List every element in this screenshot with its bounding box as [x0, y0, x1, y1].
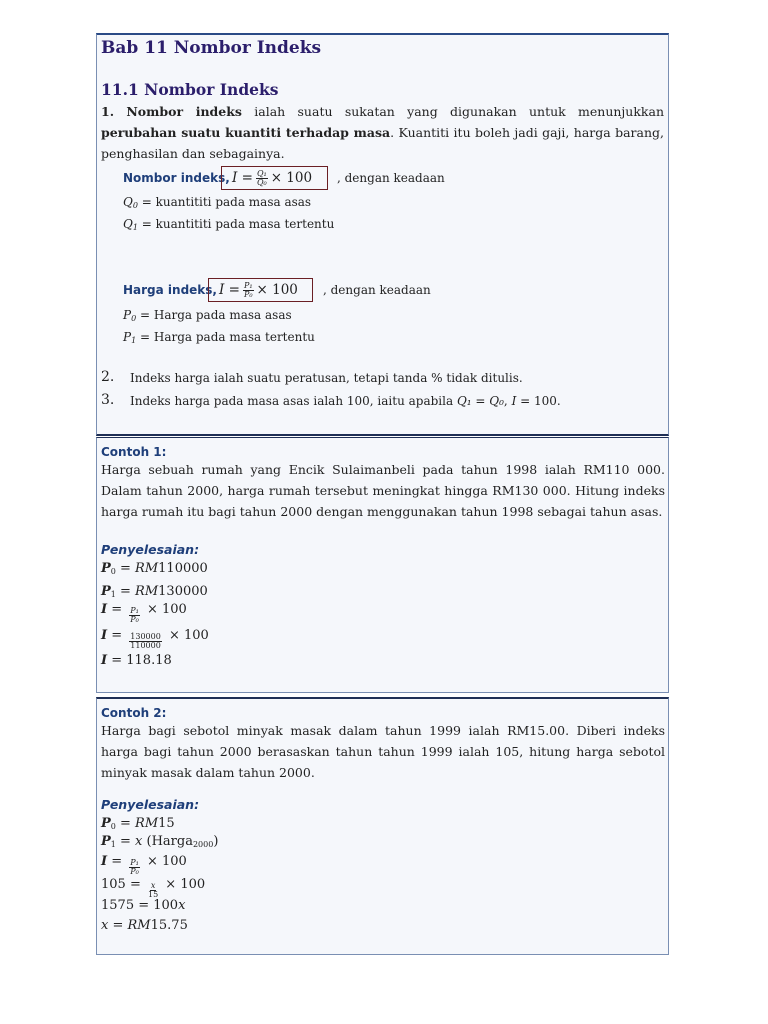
example-2-question: Harga bagi sebotol minyak masak dalam tahun 1999 ialah RM15.00. Diberi indeks harga bagi tahun 2000 berasaskan tahun tahun 1999 ialah 105, hitung harga sebotol minyak masak dalam tahun 2000. — [101, 723, 665, 780]
nombor-condition: , dengan keadaan — [337, 171, 445, 185]
example-2-line-3: I = $\frac{\text{P₁}}{\text{P₀}}$ × 100 — [101, 854, 187, 876]
point-3-text: Indeks harga pada masa asas ialah 100, iaitu apabila Q₁ = Q₀, I = 100. — [130, 394, 561, 408]
example-1-card — [96, 437, 669, 693]
q0-definition: $Q_0$ = kuantititi pada masa asas — [123, 195, 312, 210]
nombor-indeks-label: Nombor indeks, — [123, 171, 230, 185]
formula-rhs: × 100 — [270, 170, 313, 186]
example-1-line-3: I = $\frac{\text{P₁}}{\text{P₀}}$ × 100 — [101, 602, 187, 624]
example-2-line-5: 1575 = 100x — [101, 898, 186, 913]
formula-fraction: $\frac{\text{Q₁}}{\text{Q₀}}$ — [256, 168, 267, 187]
point-1-text-a: ialah suatu sukatan yang digunakan untuk menunjukkan — [241, 104, 665, 119]
example-1-line-2: $P_1 = RM130000$ — [101, 584, 208, 599]
intro-card — [96, 33, 669, 436]
point-3-number: 3. — [101, 392, 115, 408]
formula-rhs: × 100 — [256, 282, 298, 298]
nombor-indeks-formula — [221, 166, 328, 190]
example-2-line-2: $P_1 = x$ (Harga$_{2000}$) — [101, 834, 219, 849]
example-2-line-6: x = RM15.75 — [101, 918, 188, 933]
chapter-title: Bab 11 Nombor Indeks — [101, 38, 322, 58]
section-title: 11.1 Nombor Indeks — [101, 80, 279, 99]
point-1-text-b: . Kuantiti itu boleh jadi gaji, harga barang, penghasilan dan sebagainya. — [101, 125, 664, 161]
harga-indeks-formula — [208, 278, 313, 302]
formula-lhs: I = — [219, 282, 240, 298]
example-1-title: Contoh 1: — [101, 445, 167, 459]
example-2-title: Contoh 2: — [101, 706, 167, 720]
point-2-text: Indeks harga ialah suatu peratusan, tetapi tanda % tidak ditulis. — [130, 371, 523, 385]
example-1-line-1: $P_0 = RM110000$ — [101, 561, 208, 576]
point-1 — [101, 101, 664, 164]
point-1-term: Nombor indeks — [126, 104, 242, 119]
formula-lhs: I = — [232, 170, 253, 186]
point-1-number: 1. — [101, 104, 115, 119]
example-2-card — [96, 697, 669, 955]
example-1-line-5: I = 118.18 — [101, 653, 172, 668]
formula-fraction: $\frac{\text{P₁}}{\text{P₀}}$ — [243, 280, 253, 299]
p0-definition: $P_0$ = Harga pada masa asas — [123, 308, 292, 323]
point-2-number: 2. — [101, 369, 115, 385]
point-1-emphasis: perubahan suatu kuantiti terhadap masa — [101, 125, 391, 140]
q1-definition: $Q_1$ = kuantititi pada masa tertentu — [123, 217, 335, 232]
example-1-question: Harga sebuah rumah yang Encik Sulaimanbeli pada tahun 1998 ialah RM110 000. Dalam tahun 2000, harga rumah tersebut meningkat hingga RM130 000. Hitung indeks harga rumah itu bagi tahun 2000 dengan menggunakan tahun 1998 sebagai tahun asas. — [101, 462, 665, 519]
harga-condition: , dengan keadaan — [323, 283, 431, 297]
example-2-line-4: 105 = $\frac{x}{15}$ × 100 — [101, 877, 206, 899]
example-1-solution-label: Penyelesaian: — [101, 542, 200, 557]
p1-definition: $P_1$ = Harga pada masa tertentu — [123, 330, 315, 345]
example-2-line-1: $P_0 = RM15$ — [101, 816, 175, 831]
example-1-line-4: I = $\frac{130000}{110000}$ × 100 — [101, 628, 209, 650]
harga-indeks-label: Harga indeks, — [123, 283, 217, 297]
example-2-solution-label: Penyelesaian: — [101, 797, 200, 812]
